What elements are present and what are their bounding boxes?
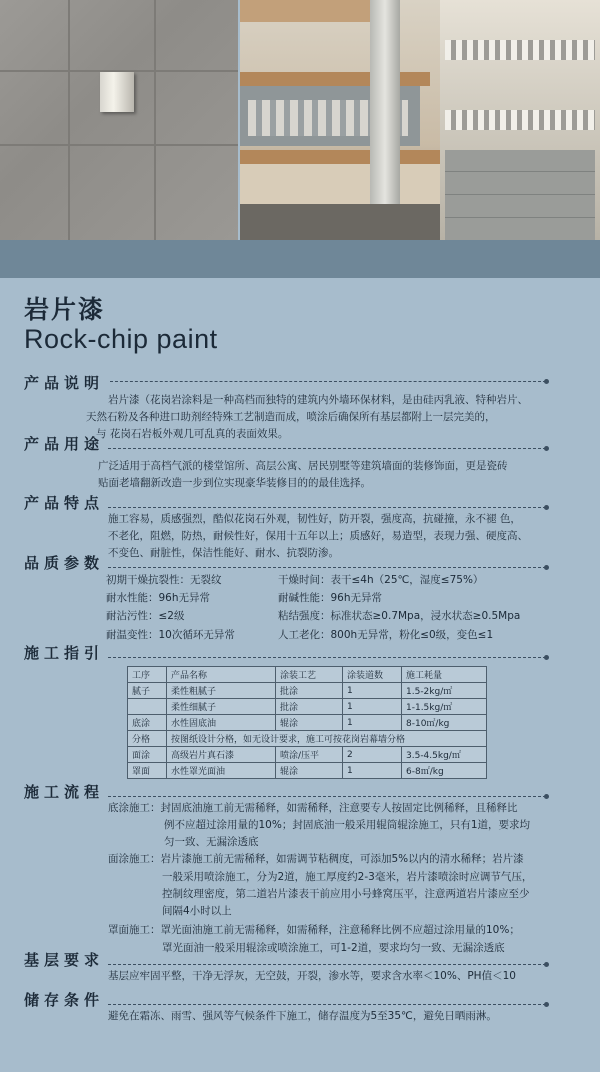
quality-item: 耐沾污性：≤2级 — [106, 610, 185, 622]
product-title-cn: 岩片漆 — [24, 295, 106, 324]
table-cell: 批涂 — [276, 699, 343, 715]
section-rule — [108, 507, 546, 508]
section-title-quality: 品质参数 — [24, 554, 105, 572]
table-header-cell: 施工耗量 — [402, 667, 487, 683]
table-cell: 高级岩片真石漆 — [167, 747, 276, 763]
section-rule — [108, 448, 546, 449]
table-cell: 2 — [343, 747, 402, 763]
section-rule — [108, 657, 546, 658]
process-line: 匀一致、无漏涂透底 — [164, 836, 259, 848]
quality-item: 粘结强度：标准状态≥0.7Mpa，浸水状态≥0.5Mpa — [278, 610, 521, 622]
process-line: 控制纹理密度，第二道岩片漆表干前应用小号蜂窝压平，注意两道岩片漆应至少 — [162, 888, 530, 900]
granite-wall-photo — [0, 0, 238, 240]
product-title-en: Rock-chip paint — [24, 324, 218, 354]
table-cell: 柔性细腻子 — [167, 699, 276, 715]
table-header-row — [128, 667, 487, 683]
description-line: 与 花岗石岩板外观几可乱真的表面效果。 — [96, 428, 289, 440]
section-rule — [108, 567, 546, 568]
construction-guide-table — [127, 666, 487, 779]
table-cell — [128, 699, 167, 715]
table-cell: 腻子 — [128, 683, 167, 699]
quality-item: 干燥时间：表干≤4h（25℃，湿度≤75%） — [278, 574, 484, 586]
process-line: 面涂施工：岩片漆施工前无需稀释，如需调节粘稠度，可添加5%以内的清水稀释；岩片漆 — [108, 853, 524, 865]
section-title-process: 施工流程 — [24, 783, 105, 801]
table-cell: 1 — [343, 699, 402, 715]
table-row — [128, 731, 487, 747]
section-rule — [108, 1004, 546, 1005]
header-band — [0, 240, 600, 278]
process-line: 底涂施工：封固底油施工前无需稀释，如需稀释，注意要专人按固定比例稀释，且稀释比 — [108, 802, 518, 814]
metal-plaque — [100, 72, 134, 112]
process-line: 间隔4小时以上 — [162, 905, 232, 917]
table-cell: 柔性粗腻子 — [167, 683, 276, 699]
section-rule — [108, 796, 546, 797]
features-line: 不老化，阻燃，防热，耐候性好，保用十五年以上；质感好，易造型，表现力强、硬度高、 — [108, 530, 528, 542]
table-cell: 辊涂 — [276, 715, 343, 731]
process-line: 罩光面油一般采用辊涂或喷涂施工，可1-2道，要求均匀一致、无漏涂透底 — [162, 942, 505, 954]
section-title-guide: 施工指引 — [24, 644, 105, 662]
section-title-usage: 产品用途 — [24, 435, 105, 453]
table-row — [128, 763, 487, 779]
table-cell: 3.5-4.5kg/㎡ — [402, 747, 487, 763]
quality-item: 初期干燥抗裂性：无裂纹 — [106, 574, 222, 586]
table-cell: 按图纸设计分格，如无设计要求，施工可按花岗岩幕墙分格 — [167, 731, 487, 747]
table-cell: 1.5-2kg/㎡ — [402, 683, 487, 699]
table-cell: 面涂 — [128, 747, 167, 763]
table-header-cell: 工序 — [128, 667, 167, 683]
section-title-storage: 储存条件 — [24, 991, 105, 1009]
table-header-cell: 产品名称 — [167, 667, 276, 683]
table-cell: 辊涂 — [276, 763, 343, 779]
section-title-description: 产品说明 — [24, 374, 105, 392]
process-line: 例不应超过涂用量的10%；封固底油一般采用辊筒辊涂施工，只有1道，要求均 — [164, 819, 531, 831]
table-row — [128, 699, 487, 715]
section-rule — [110, 381, 546, 382]
table-header-cell: 涂装工艺 — [276, 667, 343, 683]
quality-item: 耐温变性：10次循环无异常 — [106, 629, 235, 641]
usage-line: 贴面老墙翻新改造一步到位实现豪华装修目的的最佳选择。 — [98, 477, 371, 489]
table-cell: 8-10㎡/kg — [402, 715, 487, 731]
table-cell: 分格 — [128, 731, 167, 747]
process-line: 一般采用喷涂施工，分为2道，施工厚度约2-3毫米，岩片漆喷涂时应调节气压， — [162, 871, 533, 883]
header-photos — [0, 0, 600, 240]
table-cell: 1 — [343, 715, 402, 731]
table-cell: 1-1.5kg/㎡ — [402, 699, 487, 715]
table-cell: 喷涂/压平 — [276, 747, 343, 763]
features-line: 施工容易，质感强烈，酷似花岗石外观，韧性好，防开裂，强度高，抗碰撞，永不褪 色， — [108, 513, 521, 525]
table-cell: 1 — [343, 683, 402, 699]
table-cell: 6-8㎡/kg — [402, 763, 487, 779]
section-title-features: 产品特点 — [24, 494, 105, 512]
table-cell: 底涂 — [128, 715, 167, 731]
building-facade-photo — [240, 0, 600, 240]
table-cell: 1 — [343, 763, 402, 779]
quality-item: 耐碱性能：96h无异常 — [278, 592, 383, 604]
table-cell: 批涂 — [276, 683, 343, 699]
section-rule — [108, 964, 546, 965]
table-row — [128, 683, 487, 699]
table-row — [128, 747, 487, 763]
usage-line: 广泛适用于高档气派的楼堂馆所、高层公寓、居民别墅等建筑墙面的装修饰面，更是瓷砖 — [98, 460, 508, 472]
table-cell: 罩面 — [128, 763, 167, 779]
section-title-substrate: 基层要求 — [24, 951, 105, 969]
table-row — [128, 715, 487, 731]
process-line: 罩面施工：罩光面油施工前无需稀释，如需稀释，注意稀释比例不应超过涂用量的10%； — [108, 924, 520, 936]
features-line: 不变色、耐脏性，保洁性能好、耐水、抗裂防渗。 — [108, 547, 339, 559]
table-cell: 水性罩光面油 — [167, 763, 276, 779]
quality-item: 人工老化：800h无异常，粉化≤0级，变色≤1 — [278, 629, 494, 641]
substrate-line: 基层应牢固平整，干净无浮灰，无空鼓，开裂，渗水等，要求含水率＜10%、PH值＜10 — [108, 970, 516, 982]
description-line: 天然石粉及各种进口助剂经特殊工艺制造而成，喷涂后确保所有基层都附上一层完美的， — [86, 411, 496, 423]
description-line: 岩片漆（花岗岩涂料是一种高档而独特的建筑内外墙环保材料，是由硅丙乳液、特种岩片、 — [108, 394, 528, 406]
table-header-cell: 涂装道数 — [343, 667, 402, 683]
quality-item: 耐水性能：96h无异常 — [106, 592, 211, 604]
table-cell: 水性固底油 — [167, 715, 276, 731]
storage-line: 避免在霜冻、雨雪、强风等气候条件下施工，储存温度为5至35℃，避免日晒雨淋。 — [108, 1010, 497, 1022]
